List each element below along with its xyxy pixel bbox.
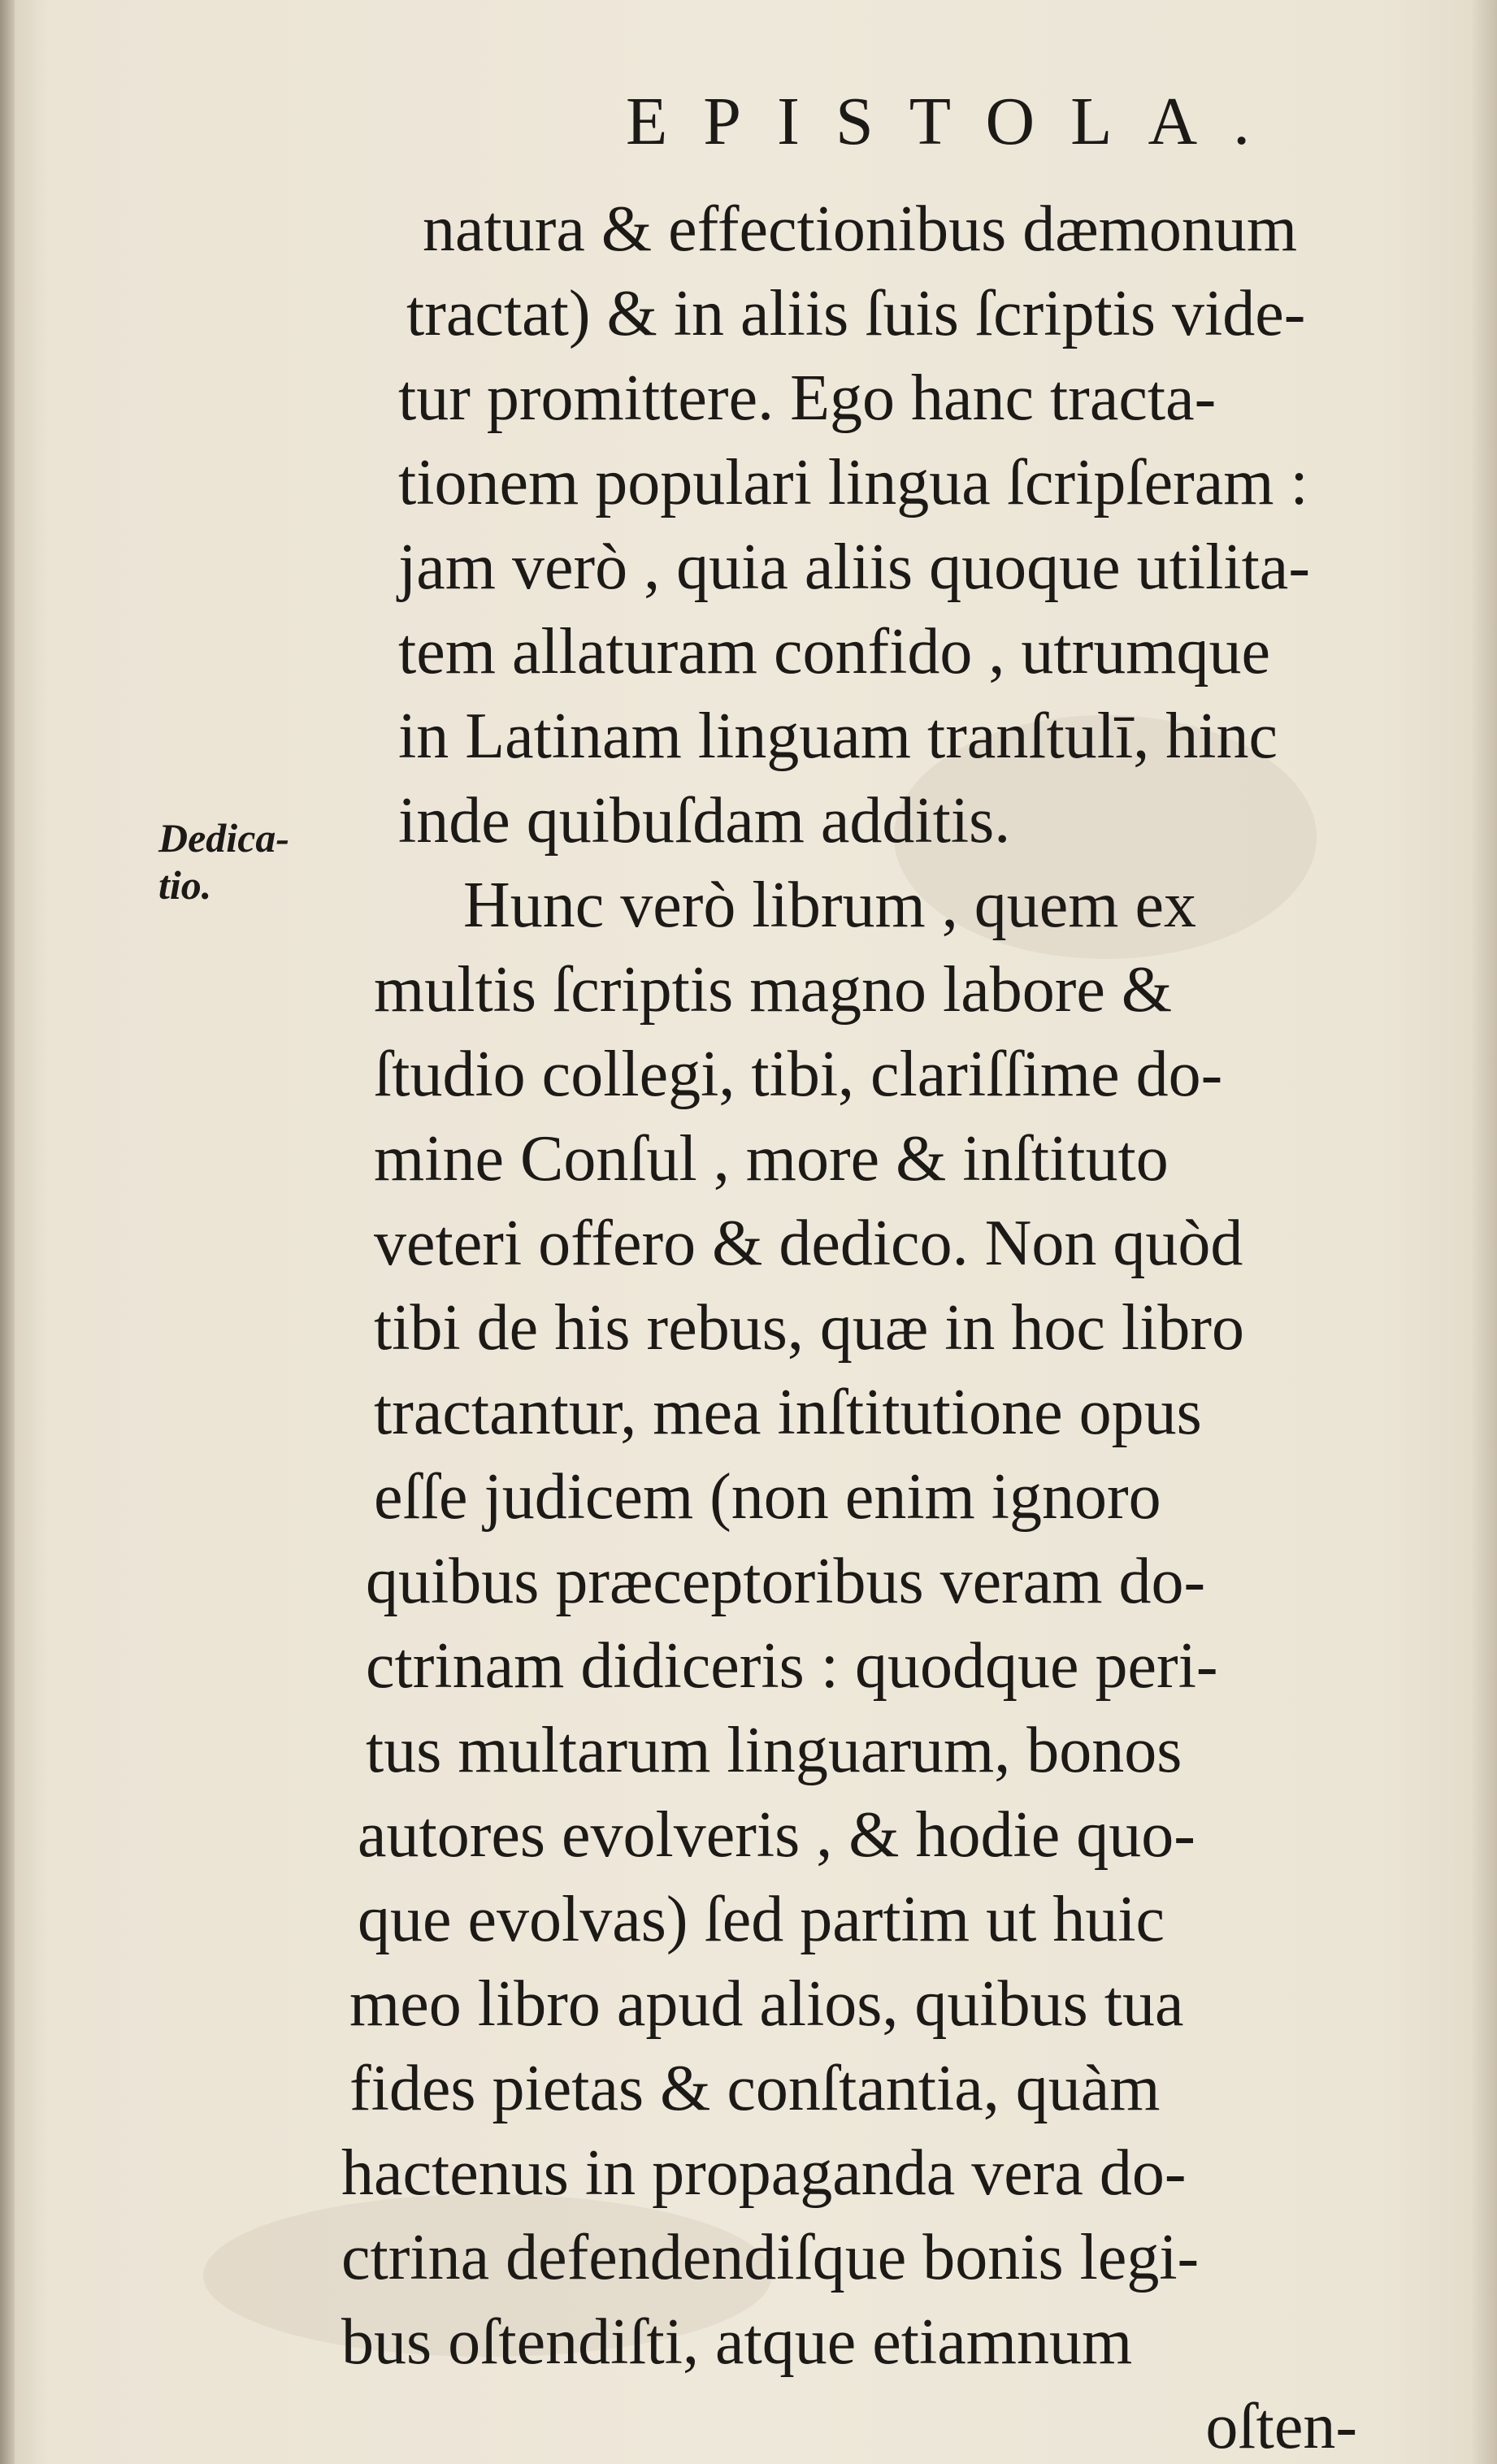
text-line: ctrinam didiceris : quodque peri- <box>366 1630 1218 1702</box>
text-line: meo libro apud alios, quibus tua <box>349 1968 1184 2040</box>
text-line: Hunc verò librum , quem ex <box>463 870 1196 941</box>
text-line: ſtudio collegi, tibi, clariſſime do- <box>374 1039 1223 1110</box>
text-line: tus multarum linguarum, bonos <box>366 1715 1182 1786</box>
text-line: inde quibuſdam additis. <box>398 785 1011 857</box>
text-line: natura & effectionibus dæmonum <box>423 193 1298 265</box>
gutter-shadow <box>0 0 15 2464</box>
text-line: ctrina defendendiſque bonis legi- <box>341 2222 1200 2293</box>
text-line: que evolvas) ſed partim ut huic <box>358 1884 1165 1955</box>
body-text <box>341 187 1422 2464</box>
text-line: quibus præceptoribus veram do- <box>366 1546 1206 1617</box>
text-line: hactenus in propaganda vera do- <box>341 2137 1187 2209</box>
text-line: eſſe judicem (non enim ignoro <box>374 1461 1161 1533</box>
catchword: oſten- <box>1205 2391 1357 2462</box>
text-line: tractantur, mea inſtitutione opus <box>374 1377 1202 1448</box>
marginal-note <box>158 814 345 909</box>
text-line: bus oſtendiſti, atque etiamnum <box>341 2306 1133 2378</box>
text-line: autores evolveris , & hodie quo- <box>358 1799 1195 1871</box>
text-line: tionem populari lingua ſcripſeram : <box>398 447 1308 518</box>
marginal-note-line: tio. <box>158 862 212 908</box>
text-line: tibi de his rebus, quæ in hoc libro <box>374 1292 1245 1364</box>
text-line: fides pietas & conſtantia, quàm <box>349 2053 1161 2124</box>
page-edge <box>1471 0 1497 2464</box>
text-line: veteri offero & dedico. Non quòd <box>374 1208 1243 1279</box>
text-line: multis ſcriptis magno labore & <box>374 954 1173 1026</box>
running-head: EPISTOLA. <box>626 84 1287 159</box>
text-line: tem allaturam confido , utrumque <box>398 616 1271 688</box>
text-line: mine Conſul , more & inſtituto <box>374 1123 1169 1195</box>
marginal-note-line: Dedica- <box>158 815 290 861</box>
text-line: tractat) & in aliis ſuis ſcriptis vide- <box>406 278 1306 349</box>
text-line: jam verò , quia aliis quoque utilita- <box>398 531 1310 603</box>
text-line: tur promittere. Ego hanc tracta- <box>398 362 1217 434</box>
text-line: in Latinam linguam tranſtulī, hinc <box>398 701 1278 772</box>
